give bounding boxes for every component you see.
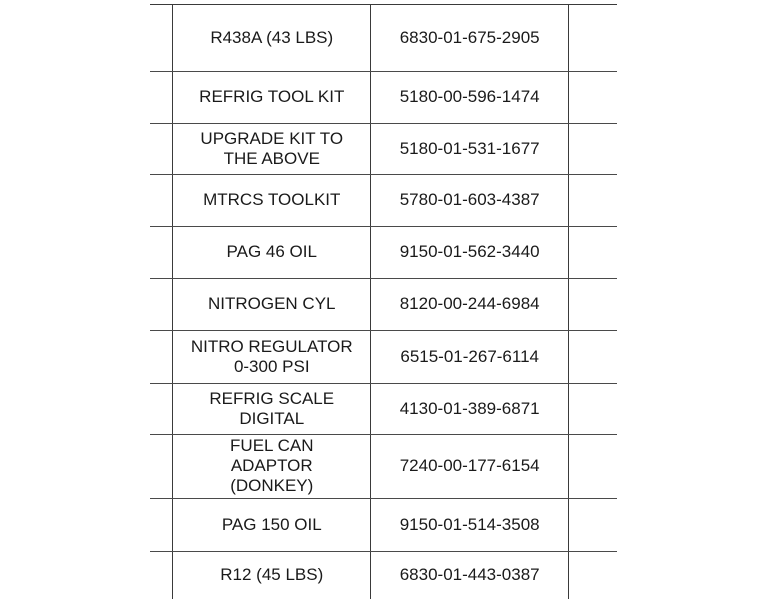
table-row — [150, 123, 617, 174]
nsn-number: 5180-01-531-1677 — [399, 138, 540, 158]
item-name: R12 (45 LBS) — [220, 565, 324, 585]
nsn-number: 7240-00-177-6154 — [399, 456, 540, 475]
nsn-number: 5780-01-603-4387 — [399, 190, 540, 209]
item-name-cell — [173, 123, 371, 174]
table-row — [150, 226, 617, 278]
item-name-cell — [173, 383, 371, 434]
table-cell-blank — [568, 551, 617, 599]
item-name: FUEL CAN ADAPTOR (DONKEY) — [230, 436, 314, 495]
nsn-cell — [371, 71, 568, 123]
table-row — [150, 330, 617, 383]
table-row — [150, 71, 617, 123]
item-name-cell — [173, 498, 371, 551]
item-name-cell — [173, 226, 371, 278]
parts-table-container — [150, 4, 617, 599]
nsn-number: 8120-00-244-6984 — [399, 294, 540, 313]
item-name: NITRO REGULATOR 0-300 PSI — [190, 336, 353, 376]
nsn-cell — [371, 434, 568, 498]
table-cell-blank — [568, 226, 617, 278]
item-name: REFRIG SCALE DIGITAL — [209, 388, 335, 428]
nsn-cell — [371, 5, 568, 71]
nsn-cell — [371, 123, 568, 174]
nsn-cell — [371, 383, 568, 434]
table-cell-blank — [568, 71, 617, 123]
table-cell-blank — [150, 71, 173, 123]
table-cell-blank — [568, 434, 617, 498]
table-cell-blank — [150, 123, 173, 174]
item-name: PAG 150 OIL — [221, 514, 322, 534]
item-name-cell — [173, 71, 371, 123]
table-cell-blank — [150, 434, 173, 498]
table-row — [150, 498, 617, 551]
nsn-number: 5180-00-596-1474 — [399, 87, 540, 106]
nsn-cell — [371, 278, 568, 330]
nsn-number: 6830-01-443-0387 — [399, 565, 540, 585]
nsn-cell — [371, 551, 568, 599]
nsn-cell — [371, 174, 568, 226]
item-name: REFRIG TOOL KIT — [199, 87, 345, 106]
table-cell-blank — [568, 383, 617, 434]
nsn-number: 6830-01-675-2905 — [399, 27, 540, 47]
item-name-cell — [173, 330, 371, 383]
table-row — [150, 278, 617, 330]
table-cell-blank — [568, 498, 617, 551]
table-row — [150, 383, 617, 434]
table-cell-blank — [150, 551, 173, 599]
item-name-cell — [173, 551, 371, 599]
item-name-cell — [173, 278, 371, 330]
table-cell-blank — [150, 383, 173, 434]
table-cell-blank — [150, 226, 173, 278]
table-row — [150, 174, 617, 226]
table-cell-blank — [568, 330, 617, 383]
nsn-cell — [371, 226, 568, 278]
item-name-cell — [173, 5, 371, 71]
table-cell-blank — [150, 174, 173, 226]
table-row — [150, 434, 617, 498]
table-cell-blank — [150, 5, 173, 71]
nsn-number: 6515-01-267-6114 — [400, 346, 539, 366]
table-cell-blank — [568, 174, 617, 226]
nsn-number: 4130-01-389-6871 — [399, 398, 540, 418]
nsn-number: 9150-01-562-3440 — [399, 242, 540, 261]
parts-table — [150, 5, 617, 599]
table-cell-blank — [150, 498, 173, 551]
item-name-cell — [173, 174, 371, 226]
item-name: NITROGEN CYL — [207, 294, 336, 313]
table-cell-blank — [568, 278, 617, 330]
item-name: MTRCS TOOLKIT — [203, 190, 341, 209]
table-cell-blank — [150, 330, 173, 383]
item-name: PAG 46 OIL — [226, 242, 317, 261]
item-name: UPGRADE KIT TO THE ABOVE — [200, 128, 344, 168]
item-name: R438A (43 LBS) — [210, 27, 334, 47]
nsn-cell — [371, 330, 568, 383]
table-cell-blank — [150, 278, 173, 330]
table-row — [150, 551, 617, 599]
table-cell-blank — [568, 123, 617, 174]
item-name-cell — [173, 434, 371, 498]
nsn-number: 9150-01-514-3508 — [399, 514, 540, 534]
table-cell-blank — [568, 5, 617, 71]
nsn-cell — [371, 498, 568, 551]
table-row — [150, 5, 617, 71]
